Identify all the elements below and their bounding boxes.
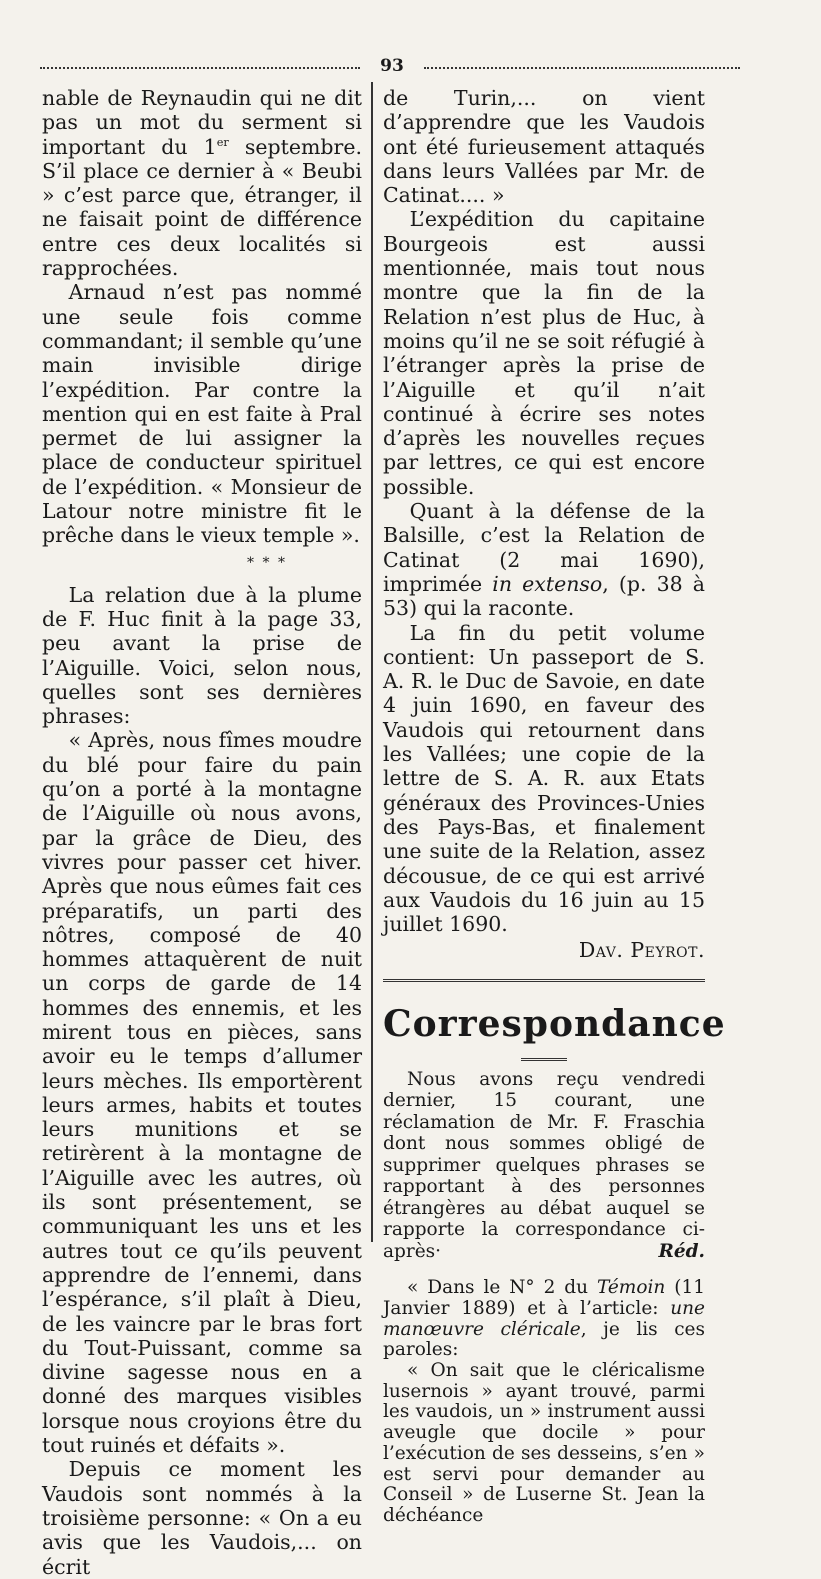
letter-a: « Dans le N° 2 du (407, 1277, 597, 1299)
left-paragraph-4: « Après, nous fîmes moudre du blé pour faire du pain qu’on a porté à la montagne de l’Aiguille où nous avons, par la grâce de Dieu, des vivres pour passer cet hiver. Après que nous eûmes fait ces préparatifs, un parti des nôtres, composé de 40 hommes attaquèrent de nuit un corps de garde de 14 hommes des ennemis, et les mirent tous en pièces, sans avoir eu le temps d’allumer leurs mèches. Ils emportèrent leurs armes, habits et toutes leurs munitions et se retirèrent à la montagne de l’Aiguille avec les autres, où ils sont présentement, se communiquant les uns et les autres tout ce qu’ils peuvent apprendre de l’ennemi, dans l’espérance, s’il plaît à Dieu, de les vaincre par le bras fort du Tout-Puissant, comme sa divine sagesse nous en a donné des marques visibles lorsque nous croyions être du tout ruinés et défaits ». (42, 728, 362, 1458)
left-column (42, 86, 362, 1579)
right-column (383, 86, 726, 1527)
corr-intro-text: Nous avons reçu vendredi dernier, 15 courant, une réclamation de Mr. F. Fraschia dont nous sommes obligé de supprimer quelques phrases se rapportant à des personnes étrangères au débat auquel se rapporte la correspondance ci-après· (383, 1068, 705, 1262)
section-rule (383, 979, 705, 982)
letter-italic: une manœuvre cléricale (383, 1297, 705, 1340)
header-rule-left (40, 67, 360, 69)
letter-opening (383, 1278, 705, 1361)
page-header (40, 56, 780, 76)
left-p1-rest: septembre. S’il place ce dernier à « Beubi » c’est parce que, étranger, il ne faisait point de différence entre ces deux localités si rapprochées. (42, 134, 363, 281)
right-paragraph-4: La fin du petit volume contient: Un passeport de S. A. R. le Duc de Savoie, en date 4 juin 1690, en faveur des Vaudois qui retournent dans les Vallées; une copie de la lettre de S. A. R. aux Etats généraux des Provinces-Unies des Pays-Bas, et finalement une suite de la Relation, assez décousue, de ce qui est arrivé aux Vaudois du 16 juin au 15 juillet 1690. (383, 620, 705, 937)
right-p3-a: Quant à la défense de la Balsille, c’est la Relation de Catinat (2 mai 1690), imprimée (383, 499, 705, 596)
left-paragraph-2: Arnaud n’est pas nommé une seule fois comme commandant; il semble qu’une main invisible dirige l’expédition. Par contre la mention qui en est faite à Pral permet de lui assigner la place de conducteur spirituel de l’expédition. « Monsieur de Latour notre ministre fit le prêche dans le vieux temple ». (42, 280, 362, 548)
letter-c: , je lis ces paroles: (383, 1318, 706, 1361)
signature: Dav. Peyrot. (578, 938, 705, 963)
right-p3-b: , (p. 38 à 53) qui la raconte. (383, 571, 706, 621)
left-paragraph-5: Depuis ce moment les Vaudois sont nommés à la troisième personne: « On a eu avis que les Vaudois,... on écrit (42, 1457, 362, 1579)
left-paragraph-3: La relation due à la plume de F. Huc finit à la page 33, peu avant la prise de l’Aiguille. Voici, selon nous, quelles sont ses dernières phrases: (42, 582, 362, 729)
page-number: 93 (380, 56, 404, 76)
title-ornament-rule (521, 1058, 567, 1061)
editor-mark: Réd. (658, 1240, 705, 1262)
letter-temoin: Témoin (596, 1277, 666, 1299)
section-title: Correspondance (383, 1002, 726, 1045)
header-rule-right (424, 67, 740, 69)
left-paragraph-1 (42, 86, 362, 280)
right-paragraph-1: de Turin,... on vient d’apprendre que les Vaudois ont été furieusement attaqués dans leurs Vallées par Mr. de Catinat.... » (383, 86, 705, 208)
right-paragraph-3 (383, 499, 705, 620)
asterism: * * * (247, 554, 287, 571)
letter-b: (11 Janvier 1889) et à l’article: (383, 1277, 706, 1319)
left-p1-text: nable de Reynaudin qui ne dit pas un mot du serment si important du 1 (42, 86, 362, 159)
right-paragraph-2: L’expédition du capitaine Bourgeois est aussi mentionnée, mais tout nous montre que la fin de la Relation n’est plus de Huc, à moins qu’il ne se soit réfugié à l’étranger après la prise de l’Aiguille et qu’il n’ait continué à écrire ses notes d’après les nouvelles reçues par lettres, ce qui est encore possible. (383, 207, 705, 499)
letter-quote: « On sait que le cléricalisme lusernois » ayant trouvé, parmi les vaudois, un » instrument aussi aveugle que docile » pour l’exécution de ses desseins, s’en » est servi pour demander au Conseil » de Luserne St. Jean la déchéance (383, 1360, 705, 1526)
right-p3-italic: in extenso (492, 571, 603, 596)
column-divider (371, 82, 373, 1242)
left-p1-sup: er (216, 135, 229, 149)
correspondence-intro (383, 1069, 705, 1263)
